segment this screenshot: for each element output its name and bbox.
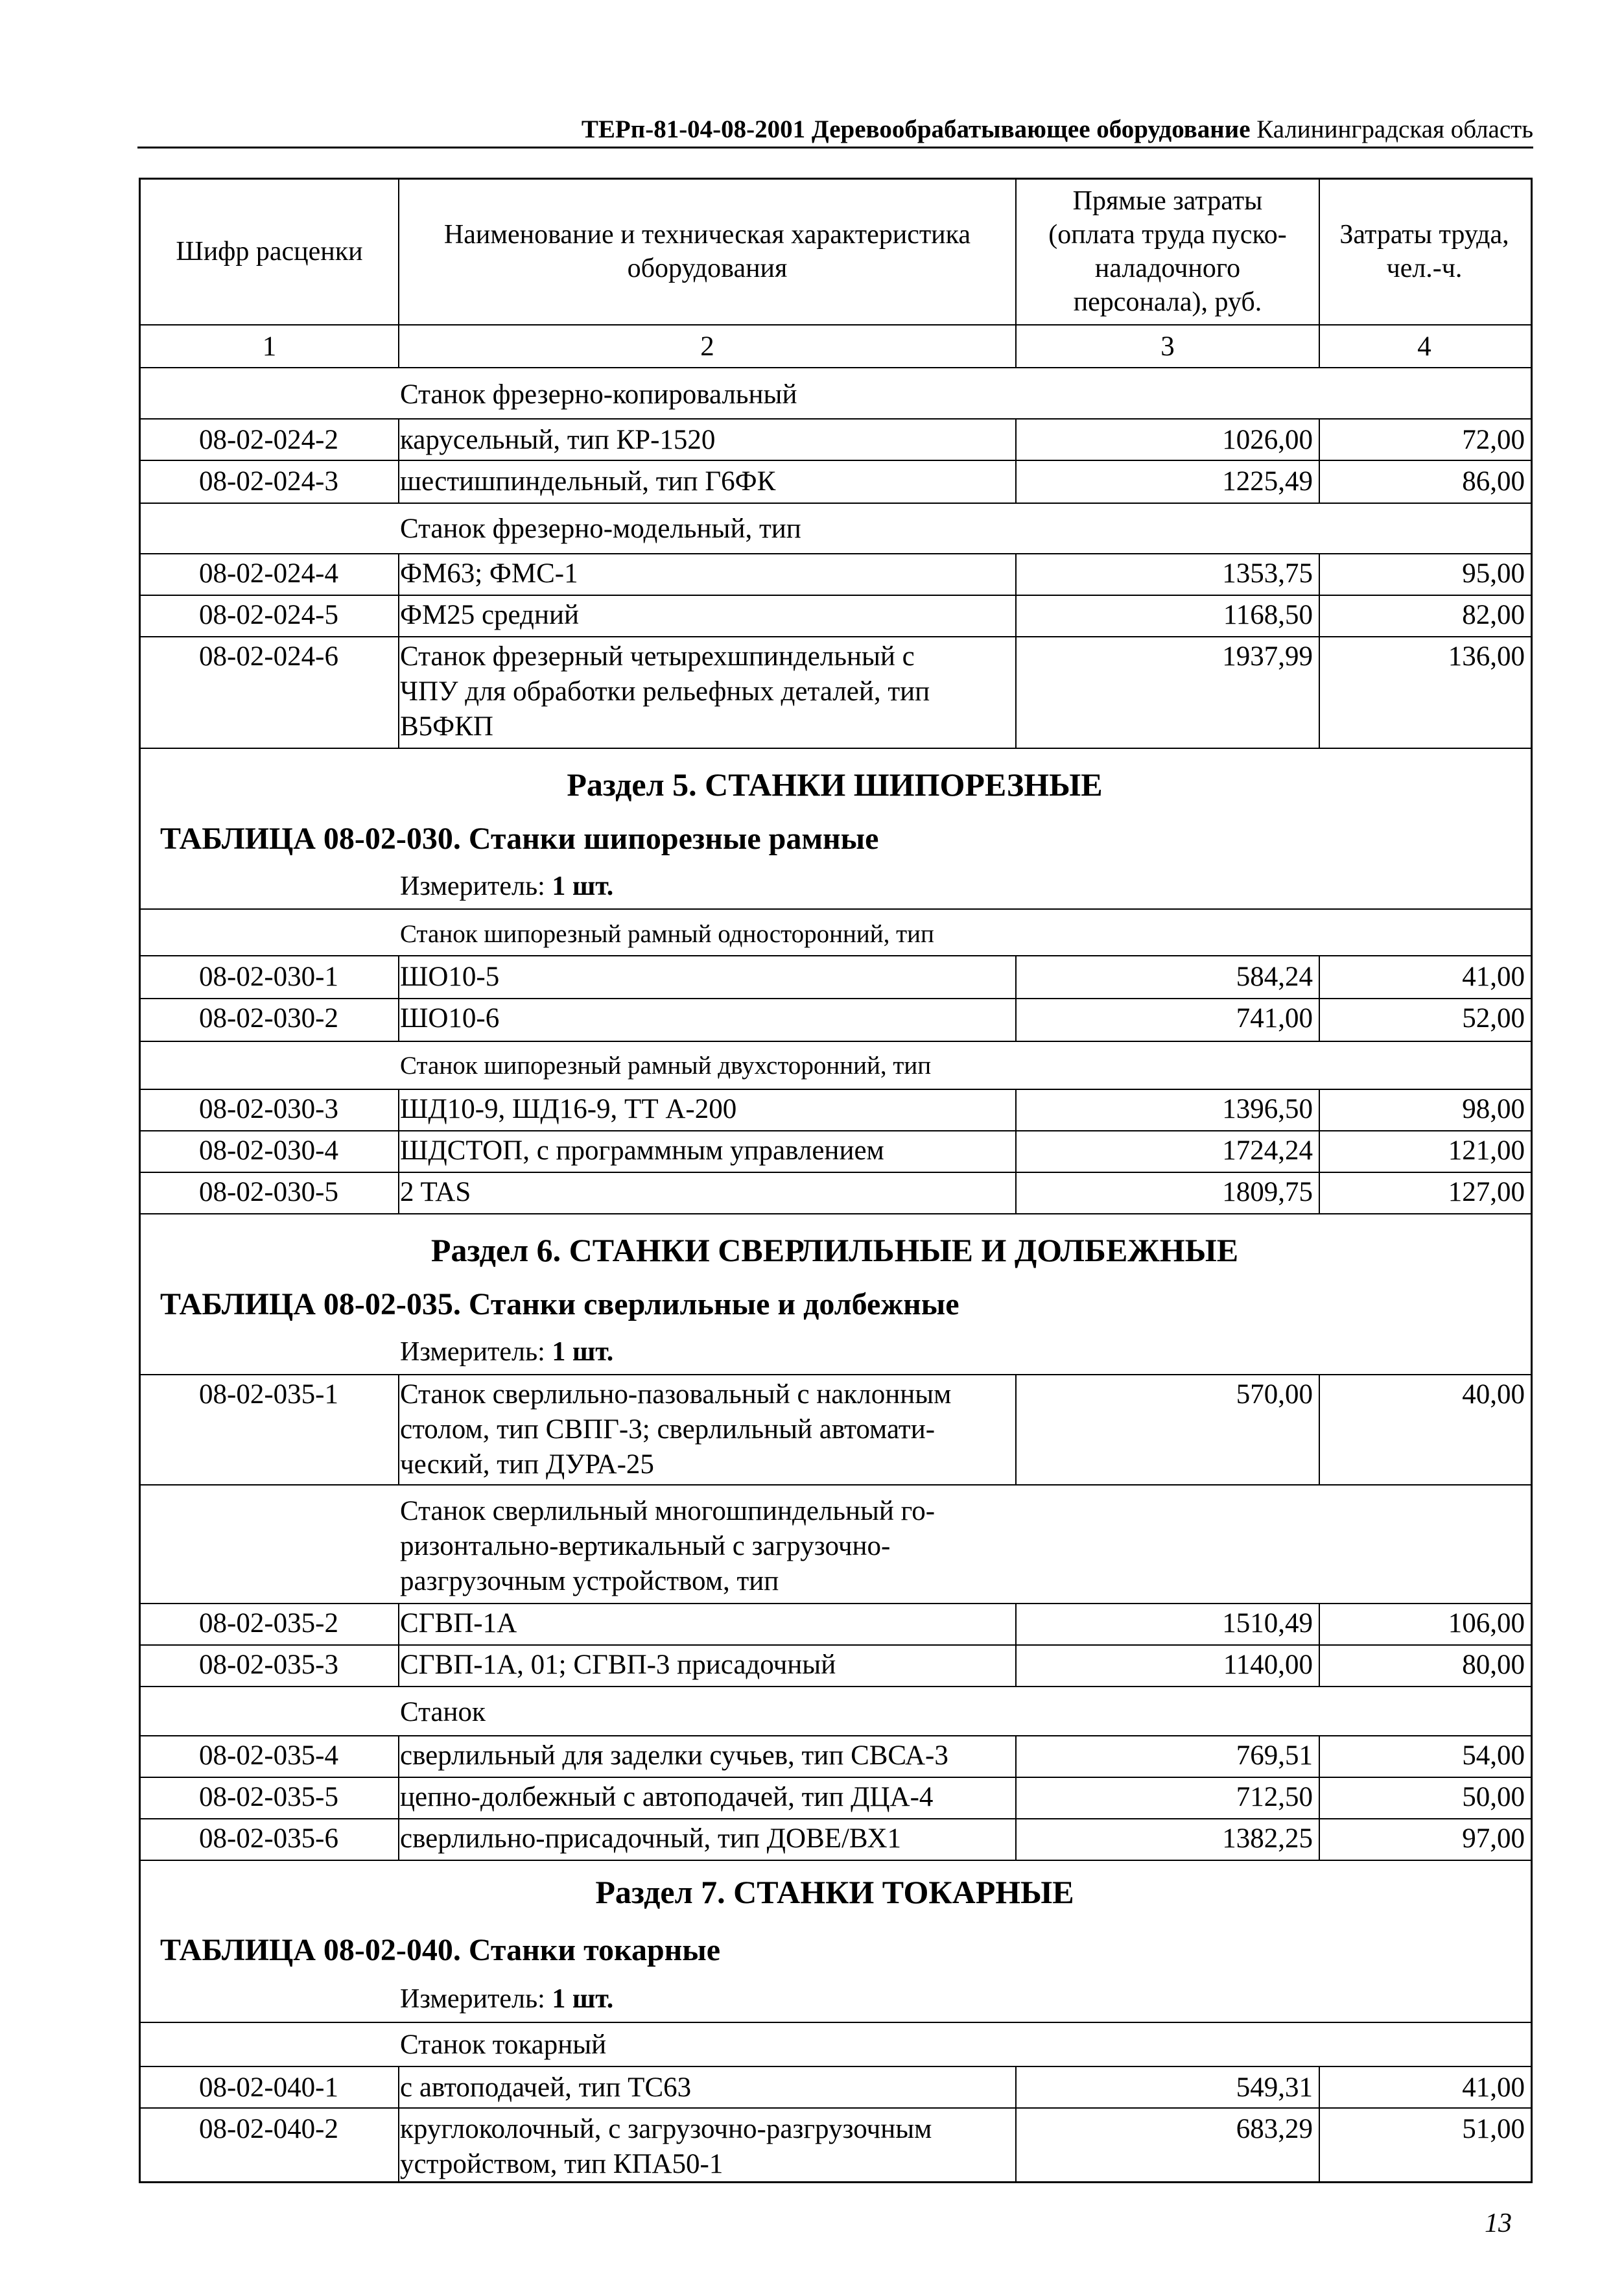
col-divider bbox=[1319, 1603, 1320, 1686]
labor-cost: 106,00 bbox=[1448, 1608, 1525, 1639]
equipment-name: с автоподачей, тип ТС63 bbox=[400, 2072, 692, 2103]
row-line bbox=[139, 1777, 1531, 1778]
group-label: ризонтально-вертикальный с загрузочно- bbox=[400, 1531, 891, 1561]
group-label: Станок шипорезный рамный двухсторонний, тип bbox=[400, 1052, 932, 1080]
header-title: ТЕРп-81-04-08-2001 Деревообрабатывающее оборудование bbox=[581, 115, 1251, 143]
row-line bbox=[139, 553, 1531, 554]
group-label: Станок bbox=[400, 1697, 486, 1727]
col-divider bbox=[1015, 418, 1017, 503]
row-line bbox=[139, 503, 1531, 504]
direct-cost: 1510,49 bbox=[1222, 1608, 1313, 1639]
rate-code: 08-02-040-1 bbox=[199, 2072, 338, 2103]
col-divider bbox=[1015, 1374, 1017, 1484]
labor-cost: 95,00 bbox=[1462, 558, 1525, 589]
labor-cost: 41,00 bbox=[1462, 962, 1525, 992]
rate-code: 08-02-030-2 bbox=[199, 1003, 338, 1034]
labor-cost: 121,00 bbox=[1448, 1135, 1525, 1166]
labor-cost: 54,00 bbox=[1462, 1740, 1525, 1771]
row-line bbox=[139, 1172, 1531, 1173]
equipment-name: карусельный, тип КР-1520 bbox=[400, 425, 716, 455]
equipment-name: цепно-долбежный с автоподачей, тип ДЦА-4 bbox=[400, 1782, 934, 1812]
col-header-labor: Затраты труда, чел.-ч. bbox=[1339, 220, 1509, 283]
equipment-name: сверлильно-присадочный, тип ДОВЕ/ВХ1 bbox=[400, 1823, 902, 1854]
page-number: 13 bbox=[1485, 2208, 1512, 2238]
direct-cost: 1396,50 bbox=[1222, 1094, 1313, 1124]
equipment-name: СГВП-1А bbox=[400, 1608, 517, 1639]
equipment-name: Станок фрезерный четырехшпиндельный с bbox=[400, 641, 915, 672]
row-line bbox=[139, 1041, 1531, 1042]
section-heading: Раздел 6. СТАНКИ СВЕРЛИЛЬНЫЕ И ДОЛБЕЖНЫЕ bbox=[430, 1232, 1239, 1268]
row-line bbox=[139, 1603, 1531, 1604]
labor-cost: 41,00 bbox=[1462, 2072, 1525, 2103]
equipment-name: Станок сверлильно-пазовальный с наклонным bbox=[400, 1379, 952, 1410]
direct-cost: 1225,49 bbox=[1222, 466, 1313, 497]
group-label: Станок фрезерно-копировальный bbox=[400, 379, 797, 410]
labor-cost: 72,00 bbox=[1462, 425, 1525, 455]
col-divider bbox=[1015, 1735, 1017, 1860]
direct-cost: 712,50 bbox=[1236, 1782, 1313, 1812]
direct-cost: 1353,75 bbox=[1222, 558, 1313, 589]
row-line bbox=[139, 748, 1531, 749]
equipment-name: ЧПУ для обработки рельефных деталей, тип bbox=[400, 676, 930, 707]
table-title: ТАБЛИЦА 08-02-035. Станки сверлильные и долбежные bbox=[160, 1287, 959, 1321]
col-divider bbox=[1319, 2066, 1320, 2181]
labor-cost: 136,00 bbox=[1448, 641, 1525, 672]
rate-code: 08-02-035-6 bbox=[199, 1823, 338, 1854]
col-divider bbox=[398, 1603, 399, 1686]
row-line bbox=[139, 2022, 1531, 2023]
equipment-name: ФМ63; ФМС-1 bbox=[400, 558, 578, 589]
col-divider bbox=[398, 1735, 399, 1860]
col-divider bbox=[1015, 1089, 1017, 1213]
measure-label: Измеритель: bbox=[400, 871, 545, 901]
row-line bbox=[139, 460, 1531, 461]
direct-cost: 769,51 bbox=[1236, 1740, 1313, 1771]
labor-cost: 52,00 bbox=[1462, 1003, 1525, 1034]
equipment-name: шестишпиндельный, тип Г6ФК bbox=[400, 466, 776, 497]
table-title: ТАБЛИЦА 08-02-030. Станки шипорезные рамные bbox=[160, 822, 879, 856]
row-line bbox=[139, 1130, 1531, 1131]
direct-cost: 549,31 bbox=[1236, 2072, 1313, 2103]
equipment-name: сверлильный для заделки сучьев, тип СВСА-3 bbox=[400, 1740, 948, 1771]
row-line bbox=[139, 908, 1531, 910]
row-line bbox=[139, 1484, 1531, 1486]
group-label: Станок фрезерно-модельный, тип bbox=[400, 514, 801, 544]
equipment-name: устройством, тип КПА50-1 bbox=[400, 2149, 724, 2179]
equipment-name: СГВП-1А, 01; СГВП-3 присадочный bbox=[400, 1650, 836, 1680]
rate-code: 08-02-040-2 bbox=[199, 2114, 338, 2144]
rate-code: 08-02-024-4 bbox=[199, 558, 338, 589]
labor-cost: 50,00 bbox=[1462, 1782, 1525, 1812]
labor-cost: 82,00 bbox=[1462, 600, 1525, 630]
row-line bbox=[139, 998, 1531, 999]
col-divider bbox=[398, 418, 399, 503]
rate-code: 08-02-030-3 bbox=[199, 1094, 338, 1124]
measure-value: 1 шт. bbox=[552, 871, 614, 901]
measure-label: Измеритель: bbox=[400, 1337, 545, 1367]
col-number-3: 3 bbox=[1160, 331, 1175, 362]
row-line bbox=[139, 1089, 1531, 1090]
col-divider bbox=[398, 955, 399, 1041]
group-label: Станок шипорезный рамный односторонний, тип bbox=[400, 920, 934, 948]
row-line bbox=[139, 1735, 1531, 1736]
direct-cost: 1140,00 bbox=[1223, 1650, 1313, 1680]
equipment-name: В5ФКП bbox=[400, 711, 493, 742]
header-region: Калининградская область bbox=[1256, 115, 1533, 143]
header-rule-line bbox=[139, 324, 1531, 326]
row-line bbox=[139, 2066, 1531, 2067]
equipment-name: ШО10-6 bbox=[400, 1003, 500, 1034]
row-line bbox=[139, 1686, 1531, 1687]
row-line bbox=[139, 955, 1531, 956]
col-divider bbox=[1319, 418, 1320, 503]
rate-code: 08-02-024-6 bbox=[199, 641, 338, 672]
row-line bbox=[139, 2107, 1531, 2109]
equipment-name: ческий, тип ДУРА-25 bbox=[400, 1449, 654, 1480]
equipment-name: ФМ25 средний bbox=[400, 600, 579, 630]
labor-cost: 97,00 bbox=[1462, 1823, 1525, 1854]
col-divider bbox=[1319, 1374, 1320, 1484]
group-label: Станок токарный bbox=[400, 2030, 607, 2060]
col-divider bbox=[1319, 1735, 1320, 1860]
section-heading: Раздел 5. СТАНКИ ШИПОРЕЗНЫЕ bbox=[567, 766, 1103, 803]
direct-cost: 570,00 bbox=[1236, 1379, 1313, 1410]
col-number-4: 4 bbox=[1417, 331, 1431, 362]
rate-code: 08-02-030-4 bbox=[199, 1135, 338, 1166]
col-divider bbox=[1015, 553, 1017, 748]
measure-unit bbox=[400, 1982, 613, 2017]
row-line bbox=[139, 595, 1531, 596]
col-divider bbox=[398, 2066, 399, 2181]
equipment-name: 2 TAS bbox=[400, 1177, 471, 1207]
labor-cost: 40,00 bbox=[1462, 1379, 1525, 1410]
equipment-name: круглоколочный, с загрузочно-разгрузочным bbox=[400, 2114, 932, 2144]
section-heading: Раздел 7. СТАНКИ ТОКАРНЫЕ bbox=[595, 1874, 1074, 1910]
table-title: ТАБЛИЦА 08-02-040. Станки токарные bbox=[160, 1933, 721, 1967]
col-header-cost: Прямые затраты (оплата труда пуско-наладочного персонала), руб. bbox=[1048, 186, 1287, 317]
labor-cost: 127,00 bbox=[1448, 1177, 1525, 1207]
measure-value: 1 шт. bbox=[552, 1984, 614, 2014]
col-divider bbox=[1015, 955, 1017, 1041]
rate-code: 08-02-035-2 bbox=[199, 1608, 338, 1639]
rate-code: 08-02-030-5 bbox=[199, 1177, 338, 1207]
col-divider bbox=[398, 1374, 399, 1484]
rate-code: 08-02-035-3 bbox=[199, 1650, 338, 1680]
col-number-2: 2 bbox=[700, 331, 714, 362]
rate-code: 08-02-035-1 bbox=[199, 1379, 338, 1410]
group-label: Станок сверлильный многошпиндельный го- bbox=[400, 1496, 936, 1526]
row-line bbox=[139, 418, 1531, 420]
equipment-name: ШД10-9, ШД16-9, ТТ А-200 bbox=[400, 1094, 737, 1124]
measure-unit bbox=[400, 869, 613, 904]
row-line bbox=[139, 1644, 1531, 1646]
row-line bbox=[139, 1213, 1531, 1214]
rate-code: 08-02-024-2 bbox=[199, 425, 338, 455]
measure-value: 1 шт. bbox=[552, 1337, 614, 1367]
col-divider bbox=[398, 553, 399, 748]
direct-cost: 1026,00 bbox=[1222, 425, 1313, 455]
labor-cost: 98,00 bbox=[1462, 1094, 1525, 1124]
rate-code: 08-02-035-4 bbox=[199, 1740, 338, 1771]
col-divider bbox=[1015, 2066, 1017, 2181]
direct-cost: 584,24 bbox=[1236, 962, 1313, 992]
direct-cost: 1937,99 bbox=[1222, 641, 1313, 672]
col-number-1: 1 bbox=[262, 331, 277, 362]
rate-code: 08-02-024-5 bbox=[199, 600, 338, 630]
col-divider bbox=[1319, 553, 1320, 748]
labor-cost: 86,00 bbox=[1462, 466, 1525, 497]
labor-cost: 80,00 bbox=[1462, 1650, 1525, 1680]
direct-cost: 741,00 bbox=[1236, 1003, 1313, 1034]
col-header-code: Шифр расценки bbox=[176, 237, 363, 266]
group-label: разгрузочным устройством, тип bbox=[400, 1566, 779, 1596]
col-divider bbox=[398, 1089, 399, 1213]
direct-cost: 683,29 bbox=[1236, 2114, 1313, 2144]
measure-label: Измеритель: bbox=[400, 1984, 545, 2014]
rate-code: 08-02-035-5 bbox=[199, 1782, 338, 1812]
direct-cost: 1724,24 bbox=[1222, 1135, 1313, 1166]
row-line bbox=[139, 1818, 1531, 1819]
col-divider bbox=[1319, 955, 1320, 1041]
direct-cost: 1382,25 bbox=[1222, 1823, 1313, 1854]
rate-code: 08-02-030-1 bbox=[199, 962, 338, 992]
labor-cost: 51,00 bbox=[1462, 2114, 1525, 2144]
col-divider bbox=[1015, 1603, 1017, 1686]
row-line bbox=[139, 636, 1531, 637]
equipment-name: столом, тип СВПГ-3; сверлильный автомати- bbox=[400, 1414, 936, 1445]
col-header-name: Наименование и техническая характеристика оборудования bbox=[443, 220, 971, 283]
col-divider bbox=[1319, 1089, 1320, 1213]
equipment-name: ШО10-5 bbox=[400, 962, 500, 992]
direct-cost: 1809,75 bbox=[1222, 1177, 1313, 1207]
direct-cost: 1168,50 bbox=[1223, 600, 1313, 630]
row-line bbox=[139, 1860, 1531, 1861]
equipment-name: ШДСТОП, с программным управлением bbox=[400, 1135, 884, 1166]
measure-unit bbox=[400, 1334, 613, 1369]
header-rule bbox=[137, 147, 1533, 148]
running-header bbox=[137, 112, 1533, 148]
rate-code: 08-02-024-3 bbox=[199, 466, 338, 497]
row-line bbox=[139, 1374, 1531, 1375]
row-line bbox=[139, 367, 1531, 368]
